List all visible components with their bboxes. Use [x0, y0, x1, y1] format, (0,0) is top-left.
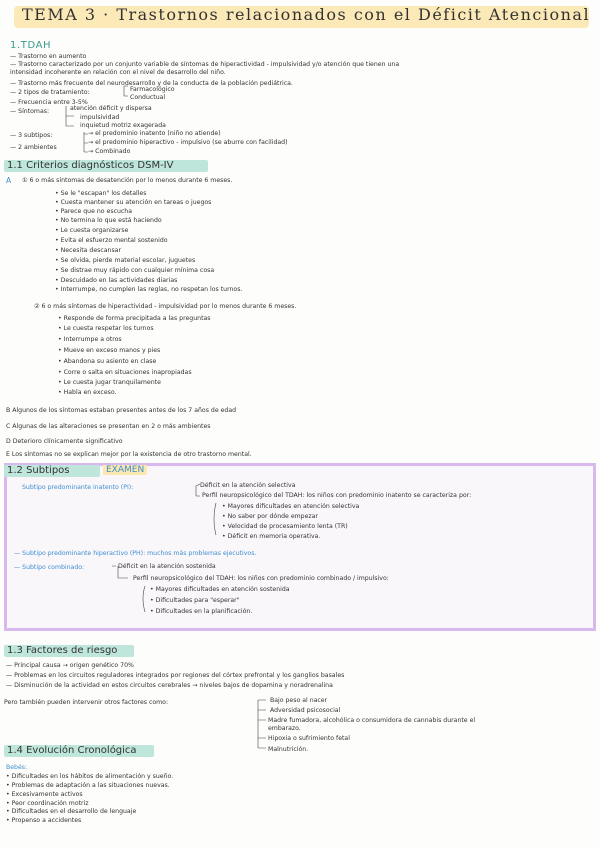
factor-4: Hipoxia o sufrimiento fetal	[268, 735, 350, 742]
factor-2: Madre fumadora, alcohólica o consumidora de cannabis durante el	[268, 717, 476, 724]
section-1-1-heading: 1.1 Criterios diagnósticos DSM-IV	[7, 160, 174, 171]
s14-item-4: • Dificultades en el desarrollo de lenguaje	[6, 808, 137, 815]
criterion-b: B Algunos de los síntomas estaban presentes antes de los 7 años de edad	[6, 407, 237, 414]
a1-item-6: • Necesita descansar	[55, 247, 122, 254]
a1-item-0: • Se le "escapan" los detalles	[55, 190, 147, 197]
s1-line-3: — Trastorno más frecuente del neurodesarrollo y de la conducta de la población pediátrica.	[10, 80, 293, 87]
a1-item-7: • Se olvida, pierde material escolar, juguetes	[55, 257, 196, 264]
a2-item-4: • Abandona su asiento en clase	[58, 358, 157, 365]
subtype-1: → el predominio hiperactivo - impulsivo (se aburre con facilidad)	[88, 139, 288, 146]
a2-item-1: • Le cuesta respetar los turnos	[58, 325, 154, 332]
hyperactive-subtype: — Subtipo predominante hiperactivo (PH): muchos más problemas ejecutivos.	[14, 550, 257, 557]
criterion-d: D Deterioro clínicamente significativo	[6, 438, 123, 445]
s1-line-4: — 2 tipos de tratamiento:	[10, 89, 90, 96]
risk-also: Pero también pueden intervenir otros factores como:	[4, 699, 169, 706]
criterion-a1: ① 6 o más síntomas de desatención por lo menos durante 6 meses.	[22, 177, 233, 184]
comb-item-2: • Dificultades en la planificación.	[150, 608, 253, 615]
combined-b: Perfil neuropsicológico del TDAH: los niños con predominio combinado / impulsivo:	[133, 575, 389, 582]
section-1-4-heading: 1.4 Evolución Cronológica	[7, 745, 137, 756]
comb-item-0: • Mayores dificultades en atención sostenida	[150, 586, 290, 593]
a1-item-4: • Le cuesta organizarse	[55, 227, 129, 234]
a1-item-3: • No termina lo que está haciendo	[55, 217, 162, 224]
section-1-2-heading: 1.2 Subtipos	[7, 465, 70, 476]
s1-line-8: — 2 ambientes	[10, 144, 57, 151]
symptom-0: atención déficit y dispersa	[70, 105, 152, 112]
a2-item-0: • Responde de forma precipitada a las preguntas	[58, 315, 211, 322]
subtype-0: → el predominio inatento (niño no atiende)	[88, 130, 221, 137]
inattentive-label: Subtipo predominante inatento (PI):	[22, 484, 134, 491]
criterion-e: E Los síntomas no se explican mejor por la existencia de otro trastorno mental.	[6, 451, 252, 458]
inattentive-b: Perfil neuropsicológico del TDAH: los niños con predominio inatento se caracteriza por:	[202, 492, 472, 499]
s1-line-5: — Frecuencia entre 3-5%	[10, 99, 88, 106]
criterion-a-label: A	[6, 176, 12, 185]
treatment-0: Farmacológico	[130, 86, 175, 93]
a2-item-6: • Le cuesta jugar tranquilamente	[58, 379, 161, 386]
inat-item-0: • Mayores dificultades en atención selectiva	[222, 503, 360, 510]
s1-line-2: intensidad incoherente en relación con el nivel de desarrollo del niño.	[10, 69, 226, 76]
s14-item-5: • Propenso a accidentes	[6, 817, 82, 824]
subtype-2: → Combinado	[88, 148, 131, 155]
exam-badge: EXAMEN	[103, 465, 147, 475]
factor-3: embarazo.	[268, 725, 301, 732]
treatment-1: Conductual	[130, 94, 166, 101]
section-1-3-heading: 1.3 Factores de riesgo	[7, 645, 118, 656]
s13-line-1: — Problemas en los circuitos reguladores integrados por regiones del córtex prefrontal y los ganglios basales	[6, 672, 345, 679]
inat-item-2: • Velocidad de procesamiento lenta (TR)	[222, 523, 348, 530]
criterion-c: C Algunas de las alteraciones se presentan en 2 o más ambientes	[6, 423, 211, 430]
a1-item-10: • Interrumpe, no cumplen las reglas, no respetan los turnos.	[55, 286, 243, 293]
s14-item-0: • Dificultades en los hábitos de alimentación y sueño.	[6, 773, 174, 780]
factor-0: Bajo peso al nacer	[270, 697, 328, 704]
a1-item-2: • Parece que no escucha	[55, 208, 133, 215]
factor-1: Adversidad psicosocial	[270, 707, 341, 714]
inat-item-3: • Déficit en memoria operativa.	[222, 533, 321, 540]
combined-a: Déficit en la atención sostenida	[118, 563, 216, 570]
combined-label: — Subtipo combinado:	[14, 564, 85, 571]
criterion-a2: ② 6 o más síntomas de hiperactividad - impulsividad por lo menos durante 6 meses.	[34, 303, 297, 310]
s14-item-2: • Excesivamente activos	[6, 791, 83, 798]
a1-item-1: • Cuesta mantener su atención en tareas o juegos	[55, 199, 212, 206]
s1-line-6: — Síntomas:	[10, 108, 50, 115]
s14-item-3: • Peor coordinación motriz	[6, 800, 89, 807]
page-title: TEMA 3 · Trastornos relacionados con el Déficit Atencional	[22, 5, 591, 24]
s14-item-1: • Problemas de adaptación a las situaciones nuevas.	[6, 782, 170, 789]
a2-item-2: • Interrumpe a otros	[58, 336, 122, 343]
inattentive-a: Déficit en la atención selectiva	[200, 482, 296, 489]
babies-label: Bebés:	[6, 764, 28, 771]
symptom-2: inquietud motriz exagerada	[80, 122, 166, 129]
factor-5: Malnutrición.	[268, 746, 309, 753]
a1-item-9: • Descuidado en las actividades diarias	[55, 277, 178, 284]
a1-item-8: • Se distrae muy rápido con cualquier mínima cosa	[55, 267, 215, 274]
s1-line-7: — 3 subtipos:	[10, 132, 53, 139]
s1-line-0: — Trastorno en aumento	[10, 53, 87, 60]
inat-item-1: • No saber por dónde empezar	[222, 513, 318, 520]
s13-line-0: — Principal causa → origen genético 70%	[6, 662, 134, 669]
a2-item-5: • Corre o salta en situaciones inapropiadas	[58, 369, 192, 376]
comb-item-1: • Dificultades para "esperar"	[150, 597, 240, 604]
s13-line-2: — Disminución de la actividad en estos circuitos cerebrales → niveles bajos de dopamina y noradrenalina	[6, 682, 333, 689]
section-1-heading: 1.TDAH	[10, 40, 52, 51]
symptom-1: impulsividad	[80, 114, 120, 121]
s1-line-1: — Trastorno caracterizado por un conjunto variable de síntomas de hiperactividad - impulsividad y/o atención que tienen una	[10, 61, 400, 68]
a2-item-3: • Mueve en exceso manos y pies	[58, 347, 161, 354]
a1-item-5: • Evita el esfuerzo mental sostenido	[55, 237, 168, 244]
a2-item-7: • Habla en exceso.	[58, 389, 117, 396]
